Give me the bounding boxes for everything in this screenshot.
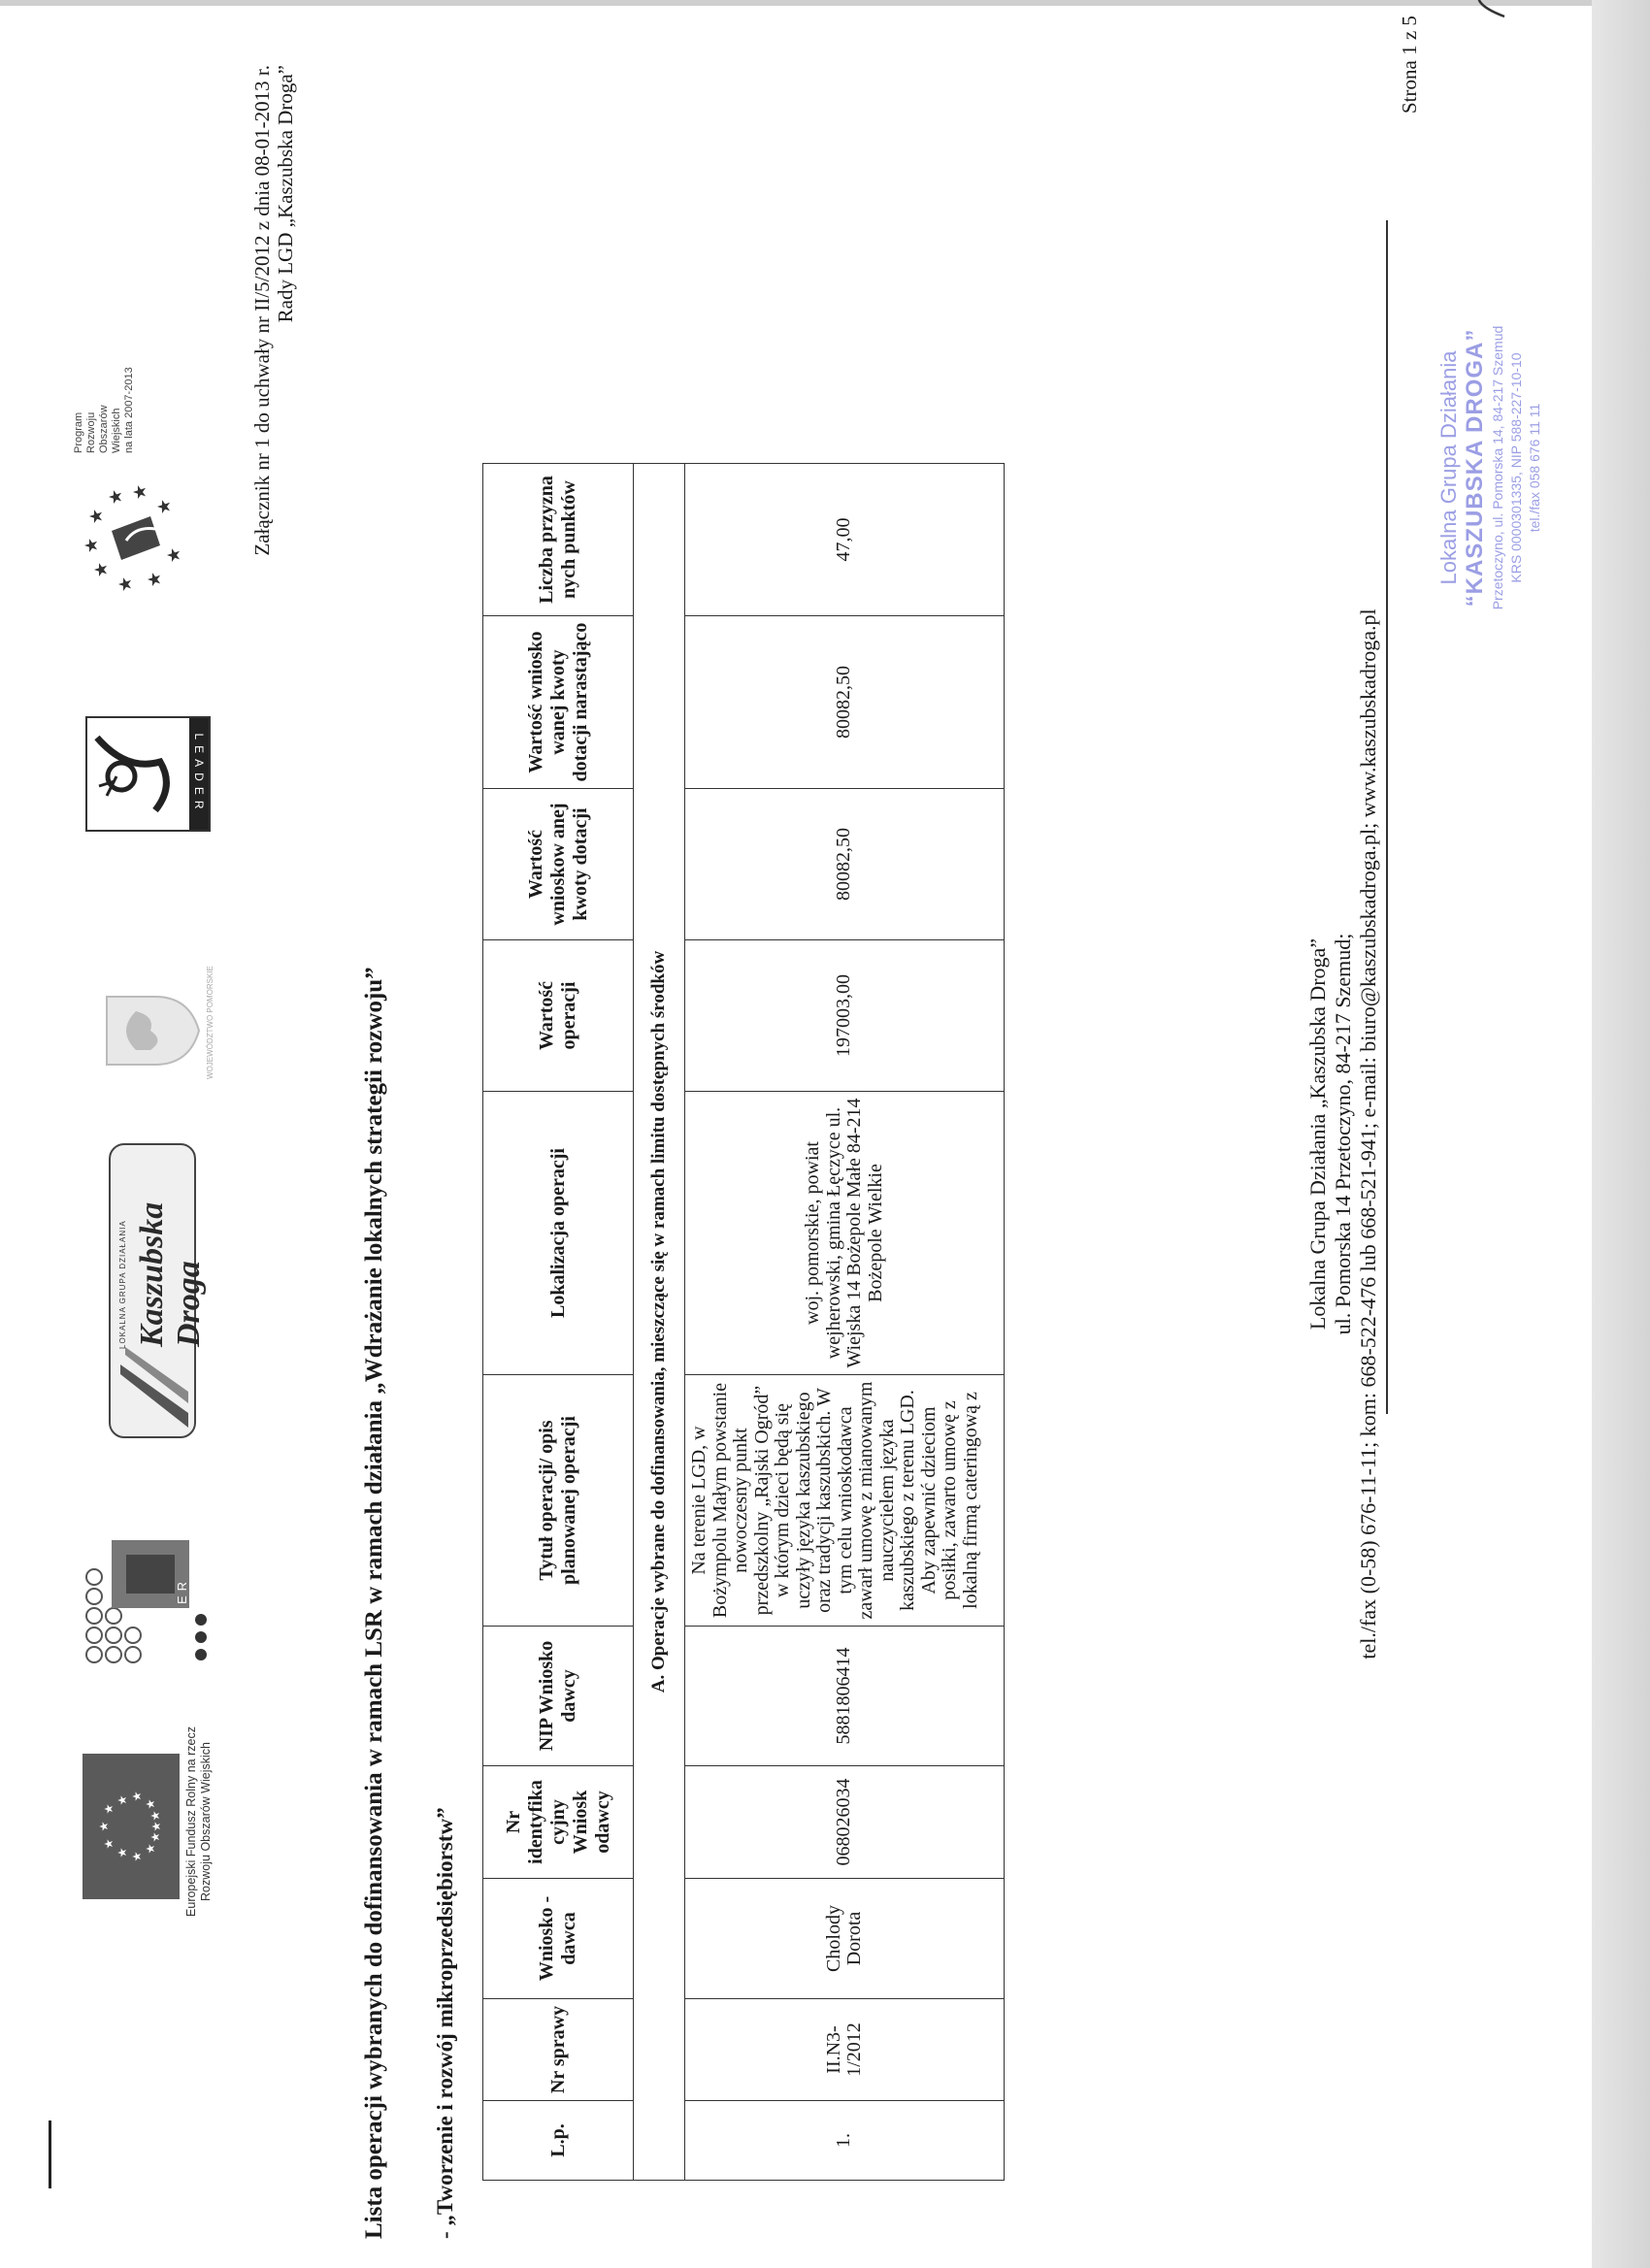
kaszubska-logo-text: Kaszubska Droga — [134, 1201, 207, 1347]
table-header-row — [483, 464, 634, 2181]
svg-text:★: ★ — [116, 1847, 129, 1858]
prow-stars-logo — [82, 463, 189, 599]
annex-line: Załącznik nr 1 do uchwały nr II/5/2012 z dnia 08-01-2013 r. — [250, 65, 274, 556]
cell-lp: 1. — [685, 2101, 1005, 2181]
svg-text:★: ★ — [149, 1821, 163, 1832]
col-header-nip: NIP Wniosko dawcy — [483, 1627, 634, 1766]
col-header-nr-identyfikacyjny: Nr identyfika cyjny Wniosk odawcy — [483, 1766, 634, 1879]
leader-grid-text: LEADER — [175, 1576, 189, 1657]
eu-caption — [184, 1705, 214, 1938]
leader-box-logo — [85, 716, 211, 832]
col-header-tytul: Tytuł operacji/ opis planowanej operacji — [483, 1375, 634, 1627]
signature-icon — [1461, 0, 1519, 26]
cell-lokalizacja: woj. pomorskie, powiat wejherowski, gmina Łęczyce ul. Wiejska 14 Bożepole Małe 84-214 Bożepole Wielkie — [685, 1092, 1005, 1375]
svg-text:★: ★ — [82, 537, 102, 554]
section-row — [634, 464, 685, 2181]
eu-flag-logo — [82, 1754, 180, 1899]
document-title: Lista operacji wybranych do dofinansowania w ramach LSR w ramach działania „Wdrażanie lokalnych strategii rozwoju” — [361, 967, 387, 2239]
svg-text:★: ★ — [144, 1798, 157, 1810]
col-header-wartosc-operacji: Wartość operacji — [483, 940, 634, 1092]
cell-nip: 5881806414 — [685, 1627, 1005, 1766]
col-header-lokalizacja: Lokalizacja operacji — [483, 1092, 634, 1375]
operations-table — [482, 463, 1005, 2181]
svg-text:★: ★ — [164, 546, 184, 564]
svg-text:★: ★ — [102, 1803, 116, 1815]
leader-grid-logo — [82, 1540, 214, 1666]
leader-box-label: LEADER — [189, 718, 209, 830]
svg-text:★: ★ — [154, 498, 175, 515]
footer-address: ul. Pomorska 14 Przetoczyno, 84-217 Szemud; — [1331, 933, 1355, 1335]
col-header-wartosc-dotacji: Wartość wnioskow anej kwoty dotacji — [483, 789, 634, 940]
document-subtitle: - „Tworzenie i rozwój mikroprzedsiębiorstw” — [433, 1807, 457, 2239]
prow-text-line: Program — [73, 411, 84, 453]
kaszubska-droga-logo — [109, 1143, 207, 1438]
svg-text:★: ★ — [97, 1821, 111, 1832]
cell-wnioskodawca: Cholody Dorota — [685, 1879, 1005, 1999]
eu-caption-line: Europejski Fundusz Rolny na rzecz — [184, 1726, 198, 1917]
svg-text:★: ★ — [130, 1851, 144, 1862]
prow-text-line: Obszarów — [98, 405, 110, 453]
prow-text-line: Wiejskich — [111, 408, 122, 453]
footer-org-name: Lokalna Grupa Działania „Kaszubska Droga” — [1305, 937, 1330, 1331]
col-header-punkty: Liczba przyzna nych punktów — [483, 464, 634, 616]
svg-text:★: ★ — [130, 1791, 144, 1802]
svg-text:★: ★ — [148, 1831, 162, 1843]
svg-text:★: ★ — [148, 1810, 162, 1822]
col-header-lp: L.p. — [483, 2101, 634, 2181]
svg-text:★: ★ — [86, 508, 107, 525]
cell-wartosc-dotacji: 80082,50 — [685, 789, 1005, 940]
col-header-nr-sprawy: Nr sprawy — [483, 1999, 634, 2101]
cell-wartosc-operacji: 197003,00 — [685, 940, 1005, 1092]
prow-text-line: Rozwoju — [85, 411, 97, 453]
svg-text:★: ★ — [116, 1794, 129, 1806]
stamp-name: “KASZUBSKA DROGA” — [1462, 328, 1488, 608]
footer-contact: tel./fax (0-58) 676-11-11; kom: 668-522-476 lub 668-521-941; e-mail: biuro@kaszubskadroga.pl; www.kaszubskadroga.pl — [1356, 608, 1380, 1660]
kaszubska-small-text: LOKALNA GRUPA DZIAŁANIA — [118, 1220, 127, 1349]
svg-text:★: ★ — [116, 575, 136, 593]
page-number: Strona 1 z 5 — [1398, 16, 1421, 114]
cell-wartosc-narastajaco: 80082,50 — [685, 616, 1005, 789]
footer-underline — [1386, 220, 1388, 1414]
stamp-line: Lokalna Grupa Działania — [1436, 350, 1461, 585]
stamp-phone: tel./fax 058 676 11 11 — [1527, 403, 1542, 533]
svg-text:★: ★ — [91, 561, 112, 578]
svg-text:★: ★ — [145, 571, 165, 588]
annex-board: Rady LGD „Kaszubska Droga” — [274, 65, 297, 323]
cell-nr-sprawy: II.N3-1/2012 — [685, 1999, 1005, 2101]
table-row — [685, 464, 1005, 2181]
prow-text — [73, 356, 136, 453]
stamp-address: Przetoczyno, ul. Pomorska 14, 84-217 Szemud — [1490, 325, 1505, 610]
section-a-label: A. Operacje wybrane do dofinansowania, mieszczące się w ramach limitu dostępnych środków — [634, 464, 685, 2181]
svg-text:★: ★ — [144, 1843, 157, 1855]
cell-tytul: Na terenie LGD, w Bożympolu Małym powstanie nowoczesny punkt przedszkolny „Rajski Ogród” w którym dzieci będą się uczyły języka kaszubskiego oraz tradycji kaszubskich. W tym celu wnioskodawca zawarł umowę z mianowanym nauczycielem języka kaszubskiego z terenu LGD. Aby zapewnić dzieciom posiłki, zawarto umowę z lokalną firmą cateringową z — [685, 1375, 1005, 1627]
col-header-wartosc-narastajaco: Wartość wniosko wanej kwoty dotacji narastająco — [483, 616, 634, 789]
cell-nr-identyfikacyjny: 068026034 — [685, 1766, 1005, 1879]
prow-text-line: na lata 2007-2013 — [123, 367, 135, 453]
eu-caption-line: Rozwoju Obszarów Wiejskich — [199, 1742, 213, 1901]
cell-punkty: 47,00 — [685, 464, 1005, 616]
col-header-wnioskodawca: Wniosko -dawca — [483, 1879, 634, 1999]
svg-text:★: ★ — [130, 483, 150, 501]
svg-text:★: ★ — [102, 1838, 116, 1850]
svg-text:★: ★ — [106, 488, 126, 506]
stamp-registry: KRS 0000301335, NIP 588-227-10-10 — [1508, 352, 1524, 583]
herb-caption: WOJEWÓDZTWO POMORSKIE — [206, 966, 214, 1079]
organization-stamp — [1436, 196, 1544, 740]
pomorskie-coat-of-arms-icon — [97, 992, 204, 1069]
